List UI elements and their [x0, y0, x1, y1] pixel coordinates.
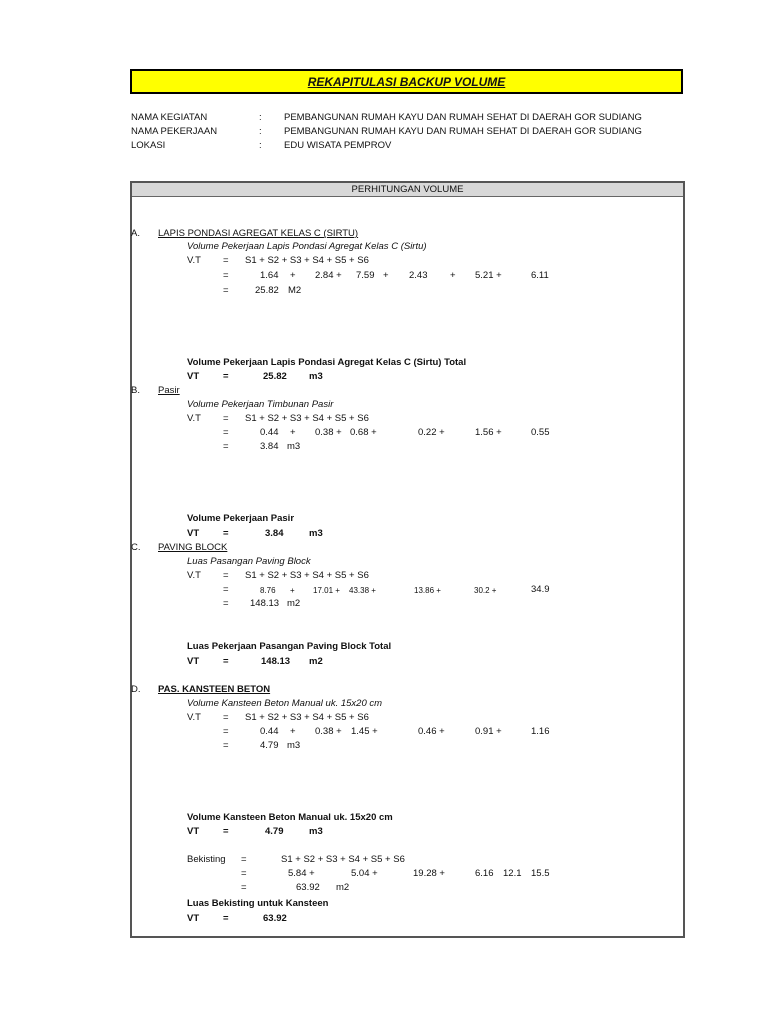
section-d-vt-eq: =	[223, 826, 229, 837]
kegiatan-value: PEMBANGUNAN RUMAH KAYU DAN RUMAH SEHAT DI DAERAH GOR SUDIANG	[284, 112, 642, 123]
bekisting-formula: S1 + S2 + S3 + S4 + S5 + S6	[281, 854, 405, 865]
section-a-total-value: 25.82	[263, 371, 287, 382]
section-c-letter: C.	[131, 542, 141, 553]
section-d-heading: PAS. KANSTEEN BETON	[158, 684, 271, 695]
section-b-vt-label: V.T	[187, 413, 201, 424]
section-c-eq2: =	[223, 584, 229, 595]
section-d-v5: 0.91 +	[475, 726, 502, 737]
section-d-result: 4.79	[260, 740, 279, 751]
section-d-v6: 1.16	[531, 726, 550, 737]
section-b-total-value: 3.84	[265, 528, 284, 539]
table-header-label: PERHITUNGAN VOLUME	[351, 184, 464, 195]
bekisting-eq: =	[241, 854, 247, 865]
section-d-p1: +	[290, 726, 296, 737]
section-b-v3: 0.68 +	[350, 427, 377, 438]
bekisting-vt-eq: =	[223, 913, 229, 924]
section-c-result-unit: m2	[287, 598, 301, 609]
bekisting-v5: 12.1	[503, 868, 522, 879]
section-a-p3: +	[383, 270, 389, 281]
section-b-p1: +	[290, 427, 296, 438]
section-c-v1: 8.76	[260, 586, 276, 595]
section-a-v6: 6.11	[531, 270, 549, 281]
section-c-p1: +	[290, 586, 295, 595]
section-c-vt-label: V.T	[187, 570, 201, 581]
section-c-heading: PAVING BLOCK	[158, 542, 228, 553]
bekisting-v4: 6.16	[475, 868, 494, 879]
bekisting-v6: 15.5	[531, 868, 550, 879]
bekisting-label: Bekisting	[187, 854, 226, 865]
section-a-result-unit: M2	[288, 285, 302, 296]
section-b-total-unit: m3	[309, 528, 323, 539]
section-d-total-value: 4.79	[265, 826, 284, 837]
section-c-eq: =	[223, 570, 229, 581]
bekisting-result-unit: m2	[336, 882, 350, 893]
pekerjaan-value: PEMBANGUNAN RUMAH KAYU DAN RUMAH SEHAT DI DAERAH GOR SUDIANG	[284, 126, 642, 137]
section-a-p4: +	[450, 270, 456, 281]
section-a-v4: 2.43	[409, 270, 428, 281]
section-c-v5: 30.2 +	[474, 586, 497, 595]
section-d-v3: 1.45 +	[351, 726, 378, 737]
section-b-v5: 1.56 +	[475, 427, 502, 438]
bekisting-result: 63.92	[296, 882, 320, 893]
section-d-vt: VT	[187, 826, 200, 837]
bekisting-vt: VT	[187, 913, 200, 924]
section-b-letter: B.	[131, 385, 140, 396]
bekisting-total-label: Luas Bekisting untuk Kansteen	[187, 898, 329, 909]
section-c-formula: S1 + S2 + S3 + S4 + S5 + S6	[245, 570, 369, 581]
section-a-eq3: =	[223, 285, 229, 296]
section-a-v2: 2.84 +	[315, 270, 342, 281]
table-header	[132, 183, 683, 197]
section-b-result-unit: m3	[287, 441, 301, 452]
bekisting-eq3: =	[241, 882, 247, 893]
section-d-eq3: =	[223, 740, 229, 751]
section-d-v2: 0.38 +	[315, 726, 342, 737]
pekerjaan-colon: :	[259, 126, 262, 137]
section-d-result-unit: m3	[287, 740, 301, 751]
section-b-eq3: =	[223, 441, 229, 452]
section-b-result: 3.84	[260, 441, 279, 452]
section-a-letter: A.	[131, 228, 140, 239]
section-d-vt-label: V.T	[187, 712, 201, 723]
section-b-heading: Pasir	[158, 385, 180, 396]
section-b-desc: Volume Pekerjaan Timbunan Pasir	[187, 399, 334, 410]
section-c-eq3: =	[223, 598, 229, 609]
section-b-vt-eq: =	[223, 528, 229, 539]
section-d-v4: 0.46 +	[418, 726, 445, 737]
bekisting-eq2: =	[241, 868, 247, 879]
section-d-total-label: Volume Kansteen Beton Manual uk. 15x20 cm	[187, 812, 393, 823]
section-b-v6: 0.55	[531, 427, 550, 438]
section-c-desc: Luas Pasangan Paving Block	[187, 556, 311, 567]
kegiatan-label: NAMA KEGIATAN	[131, 112, 208, 123]
lokasi-label: LOKASI	[131, 140, 166, 151]
section-d-formula: S1 + S2 + S3 + S4 + S5 + S6	[245, 712, 369, 723]
kegiatan-colon: :	[259, 112, 262, 123]
section-a-vt-eq: =	[223, 371, 229, 382]
section-d-desc: Volume Kansteen Beton Manual uk. 15x20 cm	[187, 698, 383, 709]
pekerjaan-label: NAMA PEKERJAAN	[131, 126, 218, 137]
page-title: REKAPITULASI BACKUP VOLUME	[307, 74, 506, 89]
section-a-vt-label: V.T	[187, 255, 201, 266]
section-d-eq2: =	[223, 726, 229, 737]
section-b-vt: VT	[187, 528, 200, 539]
section-c-result: 148.13	[250, 598, 280, 609]
section-a-p1: +	[290, 270, 296, 281]
section-c-v2: 17.01 +	[313, 586, 340, 595]
section-c-v4: 13.86 +	[414, 586, 441, 595]
section-d-eq: =	[223, 712, 229, 723]
section-c-vt: VT	[187, 656, 200, 667]
section-b-v4: 0.22 +	[418, 427, 445, 438]
section-c-v6: 34.9	[531, 584, 550, 595]
lokasi-value: EDU WISATA PEMPROV	[284, 140, 392, 151]
section-a-v1: 1.64	[260, 270, 279, 281]
section-a-v3: 7.59	[356, 270, 375, 281]
section-a-total-label: Volume Pekerjaan Lapis Pondasi Agregat Kelas C (Sirtu) Total	[187, 357, 467, 368]
section-a-desc: Volume Pekerjaan Lapis Pondasi Agregat Kelas C (Sirtu)	[187, 241, 427, 252]
section-c-total-value: 148.13	[261, 656, 291, 667]
section-b-total-label: Volume Pekerjaan Pasir	[187, 513, 295, 524]
section-d-total-unit: m3	[309, 826, 323, 837]
section-a-eq: =	[223, 255, 229, 266]
section-a-eq2: =	[223, 270, 229, 281]
section-b-v2: 0.38 +	[315, 427, 342, 438]
bekisting-v3: 19.28 +	[413, 868, 445, 879]
section-c-total-unit: m2	[309, 656, 323, 667]
section-a-heading: LAPIS PONDASI AGREGAT KELAS C (SIRTU)	[158, 228, 359, 239]
bekisting-total-value: 63.92	[263, 913, 287, 924]
section-a-vt: VT	[187, 371, 200, 382]
title-banner	[130, 69, 683, 94]
section-c-total-label: Luas Pekerjaan Pasangan Paving Block Total	[187, 641, 392, 652]
section-a-v5: 5.21 +	[475, 270, 502, 281]
section-b-v1: 0.44	[260, 427, 279, 438]
section-d-letter: D.	[131, 684, 141, 695]
section-b-formula: S1 + S2 + S3 + S4 + S5 + S6	[245, 413, 369, 424]
section-a-formula: S1 + S2 + S3 + S4 + S5 + S6	[245, 255, 369, 266]
lokasi-colon: :	[259, 140, 262, 151]
section-b-eq: =	[223, 413, 229, 424]
bekisting-v1: 5.84 +	[288, 868, 315, 879]
bekisting-v2: 5.04 +	[351, 868, 378, 879]
section-c-vt-eq: =	[223, 656, 229, 667]
section-a-result: 25.82	[255, 285, 279, 296]
section-d-v1: 0.44	[260, 726, 279, 737]
section-b-eq2: =	[223, 427, 229, 438]
section-a-total-unit: m3	[309, 371, 323, 382]
section-c-v3: 43.38 +	[349, 586, 376, 595]
